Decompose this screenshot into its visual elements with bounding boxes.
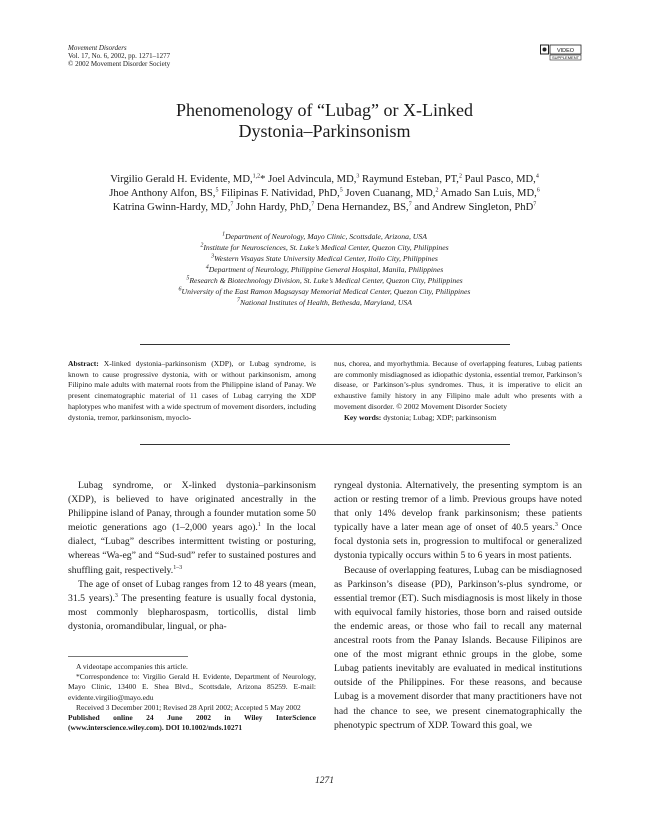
body-paragraph-2-cont: ryngeal dystonia. Alternatively, the presenting symptom is an action or resting tremor of a limb. Previous groups have noted that only 14% develop frank parkinsonism; these patients typically have a later mean age of onset of 40.5 years.$^3$ Once focal dystonia sets in, progression to multifocal or generalized dystonia typically occurs within 5 to 6 years in most patients. (334, 480, 582, 562)
author-affiliation-marker: 7 (533, 201, 537, 208)
author-name: Katrina Gwinn-Hardy, MD, (112, 202, 231, 213)
author-affiliation-marker: 6 (536, 187, 540, 194)
body-column-2 (334, 479, 582, 733)
author-affiliation-marker: 7 (408, 201, 412, 208)
author-affiliation-marker: 5 (215, 187, 219, 194)
journal-header (68, 44, 170, 68)
author-affiliation-marker: 1,2 (252, 173, 261, 180)
journal-name: Movement Disorders (68, 44, 127, 52)
footnote-published: Published online 24 June 2002 in Wiley InterScience (www.interscience.wiley.com). DOI 10.1002/mds.10271 (68, 713, 316, 733)
journal-volume: Vol. 17, No. 6, 2002, pp. 1271–1277 (68, 52, 171, 60)
article-title (60, 100, 589, 142)
affiliation: $^4$Department of Neurology, Philippine General Hospital, Manila, Philippines (205, 264, 444, 274)
abstract-column-2 (334, 359, 582, 423)
affiliation: $^3$Western Visayas State University Medical Center, Iloilo City, Philippines (211, 253, 438, 263)
author-name: John Hardy, PhD, (236, 202, 312, 213)
affiliation: $^6$University of the East Ramon Magsaysay Memorial Medical Center, Quezon City, Philippines (178, 286, 471, 296)
author-affiliation-marker: 7 (230, 201, 234, 208)
video-supplement-badge (540, 44, 582, 61)
author-affiliation-marker: 2 (458, 173, 462, 180)
affiliation-list (60, 231, 589, 308)
abstract-column-1 (68, 359, 316, 423)
author-separator: and (411, 202, 432, 213)
footnotes (68, 662, 316, 733)
author-name: Raymund Esteban, PT, (362, 174, 459, 185)
author-list (60, 173, 589, 215)
keywords-text: dystonia; Lubag; XDP; parkinsonism (381, 412, 497, 422)
author-name: Amado San Luis, MD, (440, 188, 537, 199)
body-paragraph-3: Because of overlapping features, Lubag can be misdiagnosed as Parkinson’s disease (PD), Parkinson’s-plus syndrome, or essential tremor (ET). Such misdiagnosis is most likely in those with equivocal family histories, those born and raised outside the endemic areas, or those who fail to recall any maternal ancestral roots from the Panay Islands. Because Filipinos are one of the most migrant ethnic groups in the globe, some Lubag patients inevitably are evaluated in medical institutions outside of the Philippines. For these reasons, and because Lubag is a movement disorder that many practitioners have not had the chance to see, we present cinematographically the phenotypic spectrum of XDP. Toward this goal, we (334, 564, 582, 731)
affiliation: $^1$Department of Neurology, Mayo Clinic, Scottsdale, Arizona, USA (222, 231, 427, 241)
affiliation: $^5$Research & Biotechnology Division, St. Luke’s Medical Center, Quezon City, Philippines (186, 275, 463, 285)
body-paragraph-2: The age of onset of Lubag ranges from 12 to 48 years (mean, 31.5 years).$^3$ The presenting feature is usually focal dystonia, most commonly blepharospasm, torticollis, distal limb dystonia, oromandibular, lingual, or pha- (68, 578, 316, 632)
badge-supplement-label: SUPPLEMENT (551, 55, 580, 60)
abstract-bottom-rule (140, 444, 510, 445)
footnote-rule (68, 656, 188, 657)
journal-copyright: © 2002 Movement Disorder Society (68, 60, 171, 68)
author-affiliation-marker: 7 (311, 201, 315, 208)
footnote-dates: Received 3 December 2001; Revised 28 April 2002; Accepted 5 May 2002 (76, 702, 301, 712)
body-column-1 (68, 479, 316, 634)
body-paragraph-1: Lubag syndrome, or X-linked dystonia–parkinsonism (XDP), is believed to have originated ancestrally in the Philippine island of Panay, through a founder mutation some 50 meiotic generations ago (1–2,000 years ago).$^1$ In the local dialect, “Lubag” describes intermittent twisting or posturing, whereas “Wa-eg” and “Sud-sud” refer to sustained postures and shuffling gait, respectively.$^{1-3}$ (68, 480, 316, 576)
footnote-correspondence: *Correspondence to: Virgilio Gerald H. Evidente, Department of Neurology, Mayo Clinic, 13400 E. Shea Blvd., Scottsdale, Arizona 85259. E-mail: evidente.virgilio@mayo.edu (68, 672, 316, 702)
author-affiliation-marker: 4 (535, 173, 539, 180)
page-number: 1271 (315, 776, 334, 786)
author-name: Jhoe Anthony Alfon, BS, (109, 188, 216, 199)
author-name: Joel Advincula, MD, (268, 174, 357, 185)
keywords-label: Key words: (344, 412, 382, 422)
author-name: Virgilio Gerald H. Evidente, MD, (110, 174, 253, 185)
keywords (334, 413, 582, 424)
affiliation: $^2$Institute for Neurosciences, St. Luke’s Medical Center, Quezon City, Philippines (200, 242, 449, 252)
affiliation: $^7$National Institutes of Health, Bethesda, Maryland, USA (237, 297, 412, 307)
camera-icon (543, 48, 547, 52)
author-affiliation-marker: 5 (339, 187, 343, 194)
abstract-text-2: nus, chorea, and myorhythmia. Because of overlapping features, Lubag patients are commonly misdiagnosed as idiopathic dystonia, essential tremor, Parkinson’s disease, or Parkinson’s-plus syndromes. Thus, it is imperative to elicit an exhaustive family history in any Filipino male adult who presents with a movement disorder. © 2002 Movement Disorder Society (334, 359, 582, 411)
badge-video-label: VIDEO (556, 48, 575, 54)
author-name: Dena Hernandez, BS, (316, 202, 409, 213)
author-affiliation-marker: 2 (435, 187, 439, 194)
author-name: Joven Cuanang, MD, (345, 188, 436, 199)
author-name: Filipinas F. Natividad, PhD, (221, 188, 340, 199)
author-name: Paul Pasco, MD, (464, 174, 536, 185)
author-affiliation-marker: 3 (356, 173, 360, 180)
title-line-2: Dystonia–Parkinsonism (238, 121, 411, 141)
footnote-video: A videotape accompanies this article. (76, 662, 188, 671)
abstract-top-rule (140, 344, 510, 345)
author-separator: * (260, 174, 269, 185)
abstract-label: Abstract: (68, 359, 99, 368)
abstract-text-1: X-linked dystonia–parkinsonism (XDP), or Lubag syndrome, is known to cause progressive dystonia, with or without parkinsonism, among Filipino male adults with maternal roots from the Philippine island of Panay. We present cinematographic material of 11 cases of Lubag carrying the XDP haplotypes who manifest with a wide spectrum of movement disorders, including dystonia, tremor, parkinsonism, myoclo- (68, 359, 316, 422)
author-name: Andrew Singleton, PhD (431, 202, 534, 213)
title-line-1: Phenomenology of “Lubag” or X-Linked (176, 100, 473, 120)
